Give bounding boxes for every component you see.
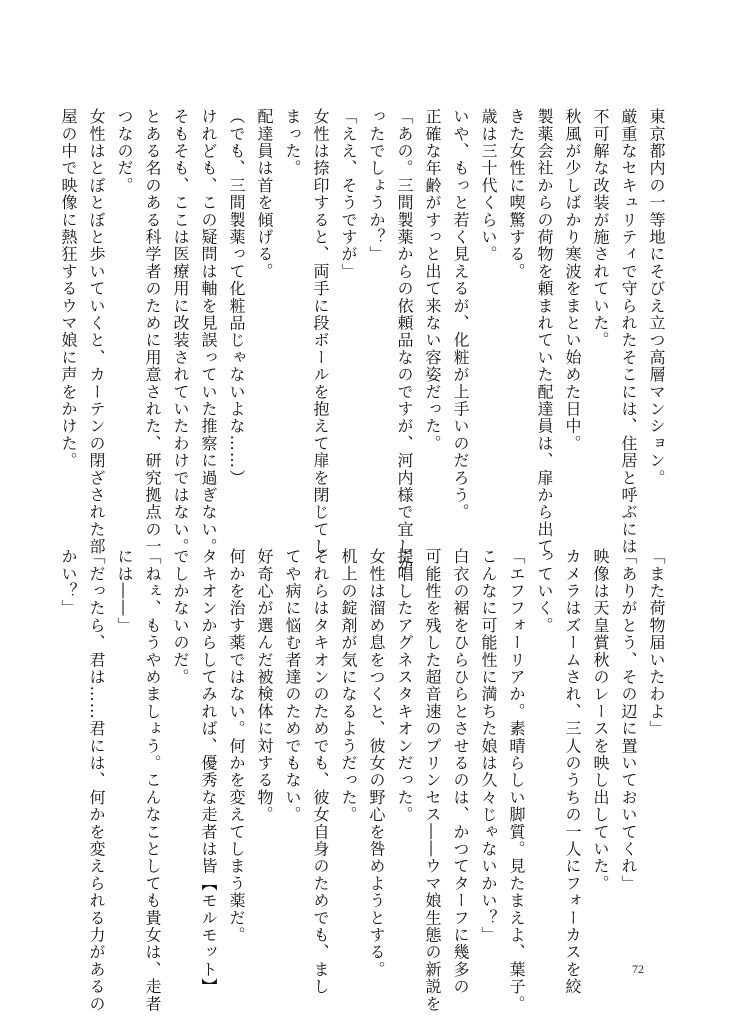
top-text-line: 配達員は首を傾げる。 — [255, 108, 274, 280]
top-text-block — [59, 108, 670, 573]
top-text-line: 秋風が少しばかり寒波をまとい始めた日中。 — [563, 108, 582, 452]
bottom-text-line: には――」 — [115, 548, 134, 634]
top-text-line: とある名のある科学者のために用意された、研究拠点の一 — [143, 108, 162, 556]
bottom-text-line: カメラはズームされ、三人のうちの一人にフォーカスを絞 — [563, 548, 582, 996]
bottom-text-line: 「だったら、君は……君には、何かを変えられる力があるの — [87, 548, 106, 1013]
top-text-line: 屋の中で映像に熱狂するウマ娘に声をかけた。 — [59, 108, 78, 470]
top-text-line: まった。 — [283, 108, 302, 177]
top-text-line: 歳は三十代くらい。 — [479, 108, 498, 263]
bottom-text-line: こんなに可能性に満ちた娘は久々じゃないかい？」 — [479, 548, 498, 944]
bottom-text-line: でしかないのだ。 — [171, 548, 190, 686]
bottom-text-line: 好奇心が選んだ被検体に対する物。 — [255, 548, 274, 824]
top-text-line: 「ええ、そうですが」 — [339, 108, 358, 280]
page-number: 72 — [632, 962, 644, 976]
top-text-line: 正確な年齢がすっと出て来ない容姿だった。 — [423, 108, 442, 452]
bottom-text-line: タキオンからしてみれば、優秀な走者は皆【モルモット】 — [199, 548, 218, 996]
top-text-line: そもそも、ここは医療用に改装されていたわけではない。 — [171, 108, 190, 556]
bottom-text-line: 「ねぇ、もうやめましょう。こんなことしても貴女は、走者 — [143, 548, 162, 1013]
bottom-text-line: かい？」 — [59, 548, 78, 617]
bottom-text-line: っていく。 — [535, 548, 554, 634]
top-text-line: 不可解な改装が施されていた。 — [591, 108, 610, 349]
top-text-line: きた女性に喫驚する。 — [507, 108, 526, 280]
top-text-line: 厳重なセキュリティで守られたそこには、住居と呼ぶには — [619, 108, 638, 556]
bottom-text-line: 女性は溜め息をつくと、彼女の野心を咎めようとする。 — [367, 548, 386, 978]
bottom-text-line: 可能性を残した超音速のプリンセス――ウマ娘生態の新説を — [423, 548, 442, 1013]
top-text-line: （でも、三間製薬って化粧品じゃないよな……） — [227, 108, 246, 487]
bottom-text-line: 「エフフォーリアか。素晴らしい脚質。見たまえよ、葉子。 — [507, 548, 526, 1013]
top-text-line: つなのだ。 — [115, 108, 134, 194]
top-text-line: けれども、この疑問は軸を見誤っていた推察に過ぎない。 — [199, 108, 218, 556]
top-text-line: 東京都内の一等地にそびえ立つ高層マンション。 — [647, 108, 666, 487]
bottom-text-line: てや病に悩む者達のためでもない。 — [283, 548, 302, 824]
bottom-text-line: 提唱したアグネスタキオンだった。 — [395, 548, 414, 824]
top-text-line: 「あの。三間製薬からの依頼品なのですが、河内様で宜しか — [395, 108, 414, 573]
top-text-line: ったでしょうか？」 — [367, 108, 386, 263]
bottom-text-line: それらはタキオンのためでも、彼女自身のためでも、まし — [311, 548, 330, 996]
bottom-text-line: 「ありがとう、その辺に置いておいてくれ」 — [619, 548, 638, 892]
bottom-text-line: 映像は天皇賞秋のレースを映し出していた。 — [591, 548, 610, 892]
bottom-text-line: 何かを治す薬ではない。何かを変えてしまう薬だ。 — [227, 548, 246, 944]
top-text-line: 女性は捺印すると、両手に段ボールを抱えて扉を閉じてし — [311, 108, 330, 556]
bottom-text-line: 「また荷物届いたわよ」 — [647, 548, 666, 738]
top-text-line: 女性はとぼとぼと歩いていくと、カーテンの閉ざされた部 — [87, 108, 106, 556]
bottom-text-line: 白衣の裾をひらひらとさせるのは、かつてターフに幾多の — [451, 548, 470, 996]
bottom-text-line: 机上の錠剤が気になるようだった。 — [339, 548, 358, 824]
top-text-line: いや、もっと若く見えるが、化粧が上手いのだろう。 — [451, 108, 470, 521]
top-text-line: 製薬会社からの荷物を頼まれていた配達員は、扉から出て — [535, 108, 554, 556]
